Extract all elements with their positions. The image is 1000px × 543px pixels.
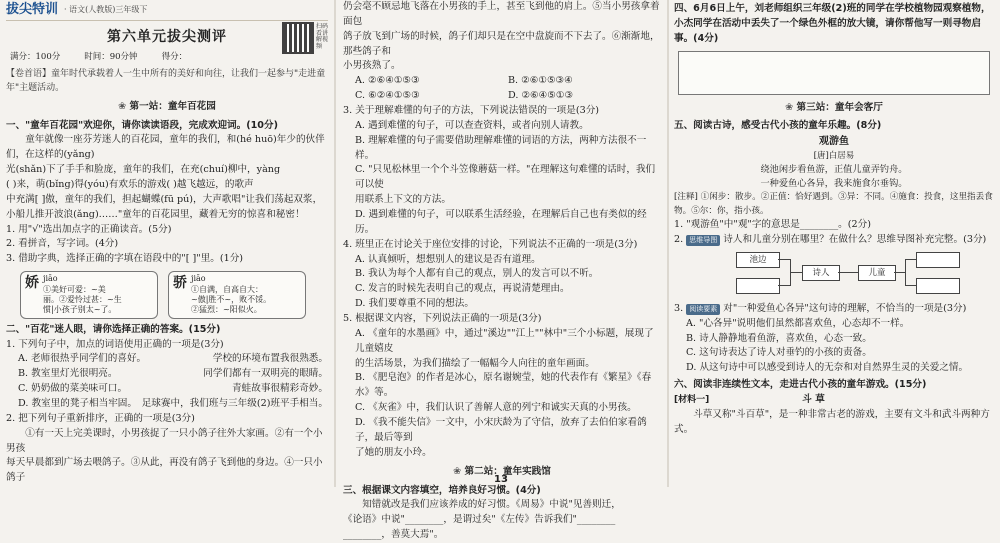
page-divider	[667, 0, 669, 487]
question-text: 仍会毫不顾忌地飞落在小男孩的手上，甚至飞到他的肩上。⑤当小男孩拿着面包	[343, 1, 660, 27]
passage-line: 小船儿推开波浪(ǎng)……"童年的百花园里，藏着无穷的惊喜和秘密！	[6, 208, 305, 220]
annotations: [注释] ①闲步：散步。②正值：恰好遇到。③异：不同。④施食：投食，这里指丢食物。⑤尔：你，指小孩。	[674, 192, 993, 216]
option[interactable]: B. 诗人静静地看鱼游，喜欢鱼，心态一致。	[686, 332, 872, 344]
fill-text[interactable]: 《论语》中说"________，是谓过矣"《左传》告诉我们"________	[343, 514, 616, 526]
passage-line: 光(shǎn)下了手手和脸庞，童年的我们，在充(chuí)柳中，yàng	[6, 164, 281, 176]
option-row[interactable]: B. 教室里灯光很明亮。 同学们都有一双明亮的眼睛。	[18, 368, 328, 380]
section-2-heading: 二、"百花"迷人眼，请你选择正确的答案。(15分)	[6, 323, 221, 335]
connector	[905, 259, 906, 286]
question[interactable]: 1. "观游鱼"中"观"字的意思是________。(2分)	[674, 219, 871, 231]
question-text: 小男孩熟了。	[343, 60, 401, 72]
question: 3. 借助字典，选择正确的字填在语段中的"[ ]"里。(1分)	[6, 253, 244, 265]
connector	[905, 285, 916, 286]
poem-line: 一种爱鱼心各异，我来施食尔垂钩。	[760, 178, 908, 190]
question: 3. 关于理解难懂的句子的方法，下列说法错误的一项是(3分)	[343, 105, 600, 117]
option[interactable]: B. 《肥皂泡》的作者是冰心，原名谢婉莹，她的代表作有《繁星》《春水》等。	[355, 372, 652, 399]
node-blank[interactable]	[916, 252, 960, 268]
connector	[778, 259, 790, 260]
dictionary-card	[20, 271, 158, 319]
option[interactable]: D. ②⑥④⑤①③	[508, 90, 574, 102]
qr-code-icon	[282, 22, 314, 54]
connector	[838, 272, 858, 273]
section-6-heading: 六、阅读非连续性文本，走进古代小孩的童年游戏。(15分)	[674, 379, 927, 391]
option[interactable]: B. ②⑥①⑤③④	[508, 75, 573, 87]
node-child: 儿童	[858, 265, 896, 281]
fill-text[interactable]: ________，善莫大焉"。	[343, 529, 444, 541]
option[interactable]: D. 遇到难懂的句子，可以联系生活经验，在理解后自己也有类似的经历。	[355, 209, 647, 235]
dict-line: ~傲|胜不~，败不馁。	[191, 294, 272, 304]
question-text: 每天早晨都到广场去喂鸽子。③从此，再没有鸽子飞到他的身边。④一只小鸽子	[6, 457, 323, 484]
option[interactable]: D. 从这句诗中可以感受到诗人的无奈和对自然界生灵的关爱之情。	[686, 362, 969, 374]
option[interactable]: B. 理解难懂的句子需要借助理解难懂的词语的方法，两种方法很不一样。	[355, 134, 647, 161]
option[interactable]: A. "心各异"说明他们虽然都喜欢鱼，心态却不一样。	[686, 317, 910, 329]
option[interactable]: C. ⑥②④①⑤③	[355, 90, 420, 102]
dict-char: 娇	[25, 275, 39, 292]
node-blank[interactable]	[736, 278, 780, 294]
connector	[790, 272, 802, 273]
poem-author: [唐]白居易	[813, 150, 855, 161]
dictionary-boxes	[20, 271, 328, 319]
passage-line: ( )来，萌(bǐng)得(yóu)有欢乐的游戏( )越飞越远，的歌声	[6, 179, 254, 191]
question-text: ①有一天上完美课时，小男孩捉了一只小鸽子往外大家画。②有一个小男孩	[6, 427, 323, 454]
page-divider	[334, 0, 336, 487]
question: 1. 用"√"选出加点字的正确读音。(5分)	[6, 223, 172, 235]
connector	[905, 259, 916, 260]
book-subtitle: · 语文(人教版)三年级下	[64, 4, 148, 14]
fill-text[interactable]: 知错就改是我们应该养成的好习惯。《周易》中说"见善则迁，	[362, 499, 621, 511]
reading-tag: 阅读要素	[686, 304, 720, 315]
dict-line: 惯|小孩子别太~了。	[43, 305, 117, 315]
option-row[interactable]: D. 教室里的凳子相当牢固。 足球赛中，我们班与三年级(2)班平手相当。	[18, 398, 328, 410]
test-meta	[10, 51, 328, 64]
question: 2. 思维导图 诗人和儿童分别在哪里？在做什么？思维导图补充完整。(3分)	[674, 233, 987, 245]
middle-page	[343, 0, 661, 541]
question: 1. 下列句子中，加点的词语使用正确的一项是(3分)	[6, 338, 224, 350]
dict-char: 骄	[173, 275, 187, 292]
preface: 【卷首语】童年时代承载着人一生中所有的美好和向往，让我们一起参与"走进童年"主题活动。	[6, 68, 326, 93]
option-row[interactable]: C. 奶奶做的菜美味可口。 青蛙故事很精彩奇妙。	[18, 383, 328, 395]
question: 2. 看拼音，写字词。(4分)	[6, 238, 119, 250]
connector	[894, 272, 905, 273]
option[interactable]: C. 这句诗表达了诗人对垂钓的小孩的责备。	[686, 347, 872, 359]
option[interactable]: C. "只见松林里一个个斗笠像蘑菇一样。"在理解这句难懂的话时，我们可以使	[355, 164, 656, 191]
station-3-heading: ❀ 第三站：童年会客厅	[674, 101, 994, 116]
passage-line: 童年就像一座芬芳迷人的百花园，童年的我们，和(hé huō)年少的伙伴们，在这样的(yǎng)	[6, 134, 325, 161]
section-3-heading: 三、根据课文内容填空，培养良好习惯。(4分)	[343, 484, 541, 496]
question: 4. 班里正在讨论关于座位安排的讨论，下列说法不正确的一项是(3分)	[343, 238, 638, 250]
option[interactable]: 了她的朋友小玲。	[355, 446, 432, 458]
station-2-heading: ❀ 第二站：童年实践馆	[343, 465, 661, 480]
qr-note: 扫码看讲解视频	[316, 23, 329, 50]
material-header: [材料一] 斗 草	[674, 393, 825, 405]
poem-title: 观游鱼	[819, 136, 849, 148]
node-blank[interactable]	[916, 278, 960, 294]
answer-box[interactable]	[678, 51, 990, 95]
question: 2. 把下列句子重新排序，正确的一项是(3分)	[6, 412, 195, 424]
node-poet: 诗人	[802, 265, 840, 281]
node-pond: 池边	[736, 252, 780, 268]
test-title: 第六单元拔尖测评	[107, 29, 227, 45]
option[interactable]: C. 发言的时候先表明自己的观点，再说清楚理由。	[355, 283, 570, 295]
dict-line: ①美好可爱：~美	[43, 284, 106, 294]
option[interactable]: 的生活场景，为我们描绘了一幅幅今人向往的童年画面。	[355, 357, 595, 369]
option[interactable]: D. 《我不能失信》一文中，小宋庆龄为了守信，放弃了去伯伯家看鸽子，最后等到	[355, 417, 647, 443]
dictionary-card	[168, 271, 306, 319]
right-page	[674, 0, 994, 487]
mind-map	[674, 250, 994, 300]
option[interactable]: D. 我们要尊重不同的想法。	[355, 298, 474, 310]
dict-line: 丽。②爱怜过甚：~生	[43, 294, 122, 304]
dict-line: ①自满，自高自大：	[191, 284, 263, 294]
poem-line: 绕池闲步看鱼游，正值儿童弄钓舟。	[760, 163, 908, 175]
connector	[778, 285, 790, 286]
question: 3. 阅读要素 对"一种爱鱼心各异"这句诗的理解，不恰当的一项是(3分)	[674, 302, 967, 314]
option-row[interactable]: A. 老师很热乎同学们的喜好。 学校的环境布置我很熟悉。	[18, 353, 328, 365]
section-1-heading: 一、"童年百花园"欢迎你，请你读读语段，完成欢迎词。(10分)	[6, 119, 278, 131]
option[interactable]: 用联系上下文的方法。	[355, 194, 451, 206]
left-page	[6, 0, 328, 487]
page-header	[6, 0, 328, 21]
mindmap-tag: 思维导图	[686, 235, 720, 246]
station-1-heading: ❀ 第一站：童年百花园	[6, 100, 328, 115]
dict-pinyin: jiāo	[43, 274, 58, 284]
question-text: 鸽子放飞到广场的时候，鸽子们却只是在空中盘旋而不下去了。⑥渐渐地，那些鸽子和	[343, 30, 660, 57]
passage-line: 中充满[ ]傲，童年的我们，担起蝴蝶(fū pú)，大声歌唱"让我们荡起双浆，	[6, 193, 323, 205]
question: 5. 根据课文内容，下列说法正确的一项是(3分)	[343, 313, 542, 325]
full-score: 满分：100分	[10, 51, 61, 62]
page-number: 13	[494, 474, 508, 485]
score-field[interactable]: 得分：	[161, 51, 188, 62]
brand-logo: 拔尖特训	[6, 1, 59, 17]
time-limit: 时间：90分钟	[84, 51, 138, 62]
material-text: 斗草又称"斗百草"，是一种非常古老的游戏，主要有文斗和武斗两种方式。	[674, 408, 990, 435]
section-5-heading: 五、阅读古诗，感受古代小孩的童年乐趣。(8分)	[674, 120, 882, 132]
options	[343, 74, 661, 104]
option[interactable]: A. 认真倾听，想想别人的建议是否有道理。	[355, 253, 541, 265]
section-4-heading: 四、6月6日上午，刘老师组织三年级(2)班的同学在学校植物园观察植物，小杰同学在活动中丢失了一个绿色外框的放大镜，请你帮他写一则寻物启事。(4分)	[674, 3, 991, 44]
option[interactable]: A. 遇到难懂的句子，可以查查资料，或者向别人请教。	[355, 119, 589, 131]
option[interactable]: A. ②⑥④①⑤③	[355, 75, 420, 87]
passage	[6, 133, 328, 222]
option[interactable]: A. 《童年的水墨画》中，通过"溪边""江上""林中"三个小标题，展现了儿童嬉皮	[355, 327, 654, 354]
option[interactable]: B. 我认为每个人都有自己的观点，别人的发言可以不听。	[355, 268, 599, 280]
dict-line: ②猛烈：~阳似火。	[191, 305, 262, 315]
option[interactable]: C. 《灰雀》中，我们认识了善解人意的列宁和诚实天真的小男孩。	[355, 402, 637, 414]
dict-pinyin: jiāo	[191, 274, 206, 284]
